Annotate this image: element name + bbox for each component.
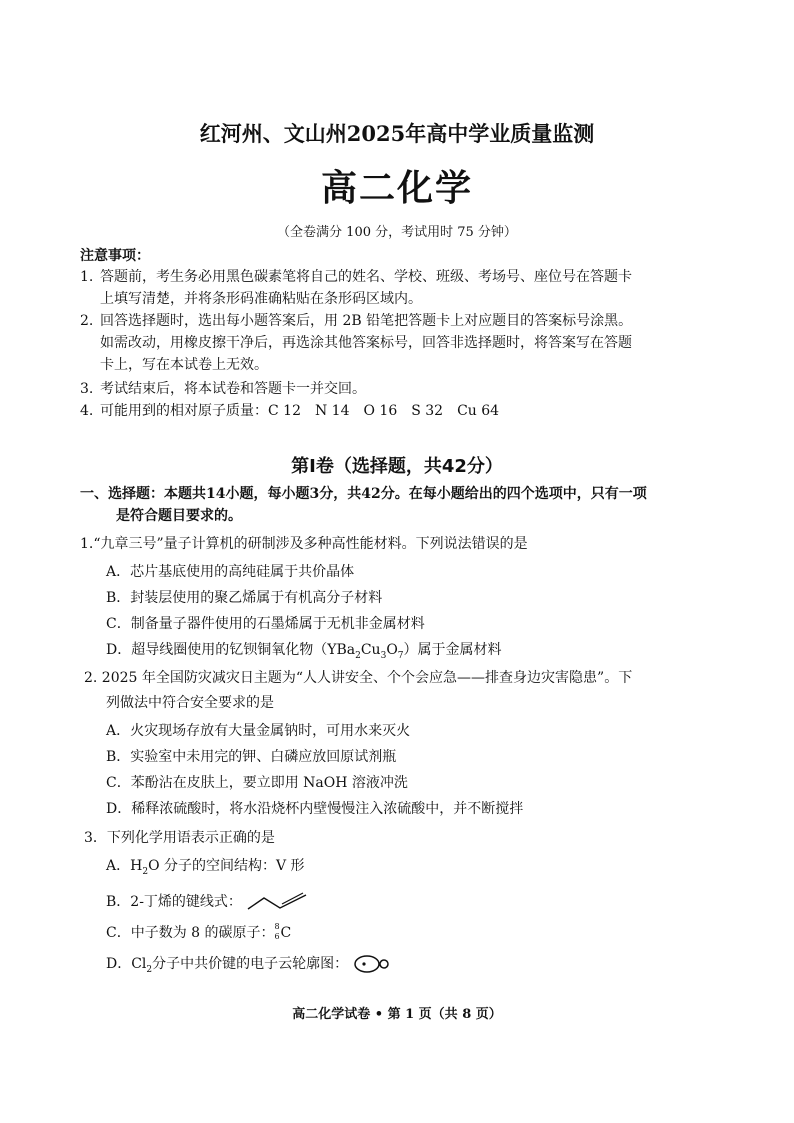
question-1-option-a: A．芯片基底使用的高纯硅属于共价晶体 — [106, 564, 355, 580]
option-text: D．Cl — [106, 956, 147, 972]
exam-subtitle: （全卷满分 100 分，考试用时 75 分钟） — [277, 225, 517, 240]
notice-item-line: 卡上，写在本试卷上无效。 — [100, 357, 268, 373]
subscript: 2 — [146, 964, 153, 975]
option-text: A．H — [106, 858, 143, 874]
notice-heading: 注意事项： — [80, 248, 150, 264]
notice-item-num: 2. — [80, 313, 94, 329]
mass-number: 8 — [274, 922, 280, 931]
notice-item-num: 4. — [80, 403, 94, 419]
subscript: 2 — [142, 866, 149, 877]
subject-title: 高二化学 — [320, 167, 473, 209]
option-text: O — [386, 642, 398, 658]
question-1-option-b: B．封装层使用的聚乙烯属于有机高分子材料 — [106, 590, 383, 606]
section-title: 第Ⅰ卷（选择题，共42分） — [291, 456, 503, 477]
question-3-option-a — [106, 857, 305, 881]
exam-title: 红河州、文山州2025年高中学业质量监测 — [199, 121, 595, 146]
option-text: B．2-丁烯的键线式： — [106, 894, 242, 910]
question-3-option-b — [106, 891, 310, 913]
notice-item-line: 如需改动，用橡皮擦干净后，再选涂其他答案标号，回答非选择题时，将答案写在答题 — [100, 335, 632, 351]
notice-item-line: 回答选择题时，选出每小题答案后，用 2B 铅笔把答题卡上对应题目的答案标号涂黑。 — [100, 313, 633, 329]
question-2-option-b: B．实验室中未用完的钾、白磷应放回原试剂瓶 — [106, 749, 397, 765]
question-1-option-d — [106, 641, 502, 665]
question-3-option-c — [106, 924, 293, 942]
option-text: C．中子数为 8 的碳原子： — [106, 925, 275, 941]
notice-item-num: 3. — [80, 381, 94, 397]
option-text: 分子中共价键的电子云轮廓图： — [152, 956, 349, 972]
subscript: 7 — [397, 650, 404, 661]
atomic-number: 6 — [274, 932, 280, 941]
option-text: Cu — [360, 642, 381, 658]
page-footer: 高二化学试卷 • 第 1 页（共 8 页） — [292, 1007, 502, 1022]
question-1-option-c: C．制备量子器件使用的石墨烯属于无机非金属材料 — [106, 616, 425, 632]
question-2-option-c: C．苯酚沾在皮肤上，要立即用 NaOH 溶液冲洗 — [106, 775, 408, 791]
option-text: D．超导线圈使用的钇钡铜氧化物（YBa — [106, 642, 356, 658]
element-symbol: C — [280, 925, 292, 941]
question-2-option-a: A．火灾现场存放有大量金属钠时，可用水来灭火 — [106, 723, 411, 739]
notice-item-num: 1. — [80, 269, 94, 285]
subscript: 2 — [355, 650, 361, 661]
notice-item-line: 上填写清楚，并将条形码准确粘贴在条形码区域内。 — [100, 291, 422, 307]
notice-item-line: 答题前，考生务必用黑色碳素笔将自己的姓名、学校、班级、考场号、座位号在答题卡 — [100, 269, 632, 285]
subscript: 3 — [380, 650, 387, 661]
question-3-stem: 3．下列化学用语表示正确的是 — [84, 830, 275, 846]
butene-skeletal-formula — [246, 891, 310, 913]
electron-cloud-diagram — [353, 953, 393, 975]
question-3-option-d — [106, 953, 393, 979]
section-instruction: 一、选择题：本题共14小题，每小题3分，共42分。在每小题给出的四个选项中，只有一项 — [80, 486, 647, 502]
carbon-isotope-symbol — [275, 924, 293, 942]
option-text: ）属于金属材料 — [403, 642, 502, 658]
option-text: O 分子的空间结构：V 形 — [148, 858, 305, 874]
notice-item-line: 考试结束后，将本试卷和答题卡一并交回。 — [100, 381, 366, 397]
question-1-stem: 1.“九章三号”量子计算机的研制涉及多种高性能材料。下列说法错误的是 — [80, 536, 528, 552]
notice-item-line: 可能用到的相对原子质量：C 12 N 14 O 16 S 32 Cu 64 — [100, 403, 500, 419]
question-2-stem: 列做法中符合安全要求的是 — [106, 695, 274, 711]
question-2-stem: 2. 2025 年全国防灾减灾日主题为“人人讲安全、个个会应急——排查身边灾害隐患”。下 — [84, 670, 633, 686]
question-2-option-d: D．稀释浓硫酸时，将水沿烧杯内壁慢慢注入浓硫酸中，并不断搅拌 — [106, 801, 524, 817]
section-instruction: 是符合题目要求的。 — [116, 508, 242, 524]
